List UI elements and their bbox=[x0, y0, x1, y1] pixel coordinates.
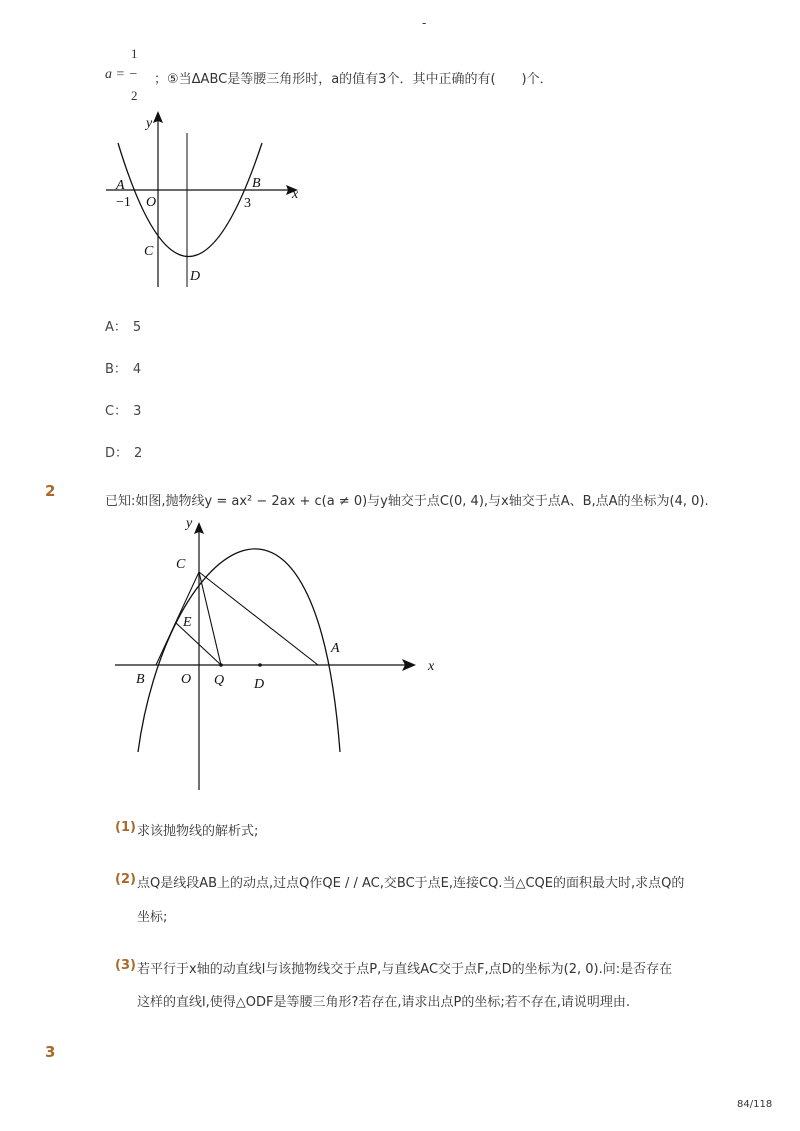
q1-label-neg1: −1 bbox=[116, 195, 131, 210]
q1-label-3: 3 bbox=[244, 196, 251, 211]
option-c-letter: C： bbox=[105, 404, 128, 419]
q2-label-Q: Q bbox=[214, 673, 225, 688]
question-3-number: 3 bbox=[45, 1043, 56, 1061]
q1-parabola-curve bbox=[118, 143, 262, 257]
q1-label-D: D bbox=[190, 269, 201, 284]
option-a-value: 5 bbox=[132, 320, 142, 335]
q1-label-x: x bbox=[292, 187, 299, 202]
q1-label-y: y bbox=[146, 116, 153, 131]
header-mark: - bbox=[422, 16, 427, 30]
q2-label-C: C bbox=[176, 557, 186, 572]
option-b-letter: B： bbox=[105, 362, 127, 377]
option-c-value: 3 bbox=[133, 404, 142, 419]
q2-label-D: D bbox=[254, 677, 265, 692]
q2-label-y: y bbox=[186, 516, 193, 531]
q2-segment-CB bbox=[156, 572, 199, 665]
q1-parabola-figure bbox=[100, 105, 310, 295]
part-3-text-line-1: 若平行于x轴的动直线l与该抛物线交于点P,与直线AC交于点F,点D的坐标为(2, 0).问:是否存在 bbox=[137, 962, 673, 977]
q1-statement-text: ；⑤当ΔABC是等腰三角形时，a的值有3个．其中正确的有( )个． bbox=[154, 72, 553, 87]
part-1-text: 求该抛物线的解析式; bbox=[137, 824, 259, 839]
option-d-value: 2 bbox=[134, 446, 143, 461]
option-c[interactable] bbox=[105, 400, 141, 419]
part-3-text-line-2: 这样的直线l,使得△ODF是等腰三角形?若存在,请求出点P的坐标;若不存在,请说明理由. bbox=[137, 995, 630, 1010]
option-d-letter: D： bbox=[105, 446, 129, 461]
option-a-letter: A： bbox=[105, 320, 127, 335]
q2-label-x: x bbox=[428, 659, 435, 674]
q1-label-O: O bbox=[146, 195, 157, 210]
question-2-stem: 已知:如图,抛物线y = ax² − 2ax + c(a ≠ 0)与y轴交于点C(0, 4),与x轴交于点A、B,点A的坐标为(4, 0). bbox=[105, 494, 709, 509]
option-a[interactable] bbox=[105, 316, 141, 335]
question-2-number: 2 bbox=[45, 482, 56, 500]
part-1-number: (1) bbox=[115, 820, 136, 835]
part-2-text-line-1: 点Q是线段AB上的动点,过点Q作QE / / AC,交BC于点E,连接CQ.当△CQE的面积最大时,求点Q的 bbox=[137, 876, 685, 891]
q2-parabola-figure bbox=[110, 510, 450, 795]
q2-point-D bbox=[258, 663, 262, 667]
q1-label-C: C bbox=[144, 244, 154, 259]
fraction-denominator: 2 bbox=[131, 88, 138, 103]
q2-segment-CA bbox=[199, 572, 318, 665]
option-d[interactable] bbox=[105, 442, 142, 461]
q2-point-Q bbox=[219, 663, 223, 667]
part-2-text-line-2: 坐标; bbox=[137, 910, 168, 925]
q1-a-equals: a = − bbox=[105, 67, 138, 82]
q2-label-O: O bbox=[181, 672, 192, 687]
q1-label-A: A bbox=[116, 178, 125, 193]
fraction-numerator: 1 bbox=[131, 46, 138, 61]
option-b[interactable] bbox=[105, 358, 141, 377]
q2-label-E: E bbox=[183, 615, 192, 630]
q1-label-B: B bbox=[252, 176, 261, 191]
q2-label-A: A bbox=[331, 641, 340, 656]
page-number: 84/118 bbox=[737, 1099, 773, 1110]
option-b-value: 4 bbox=[132, 362, 142, 377]
q2-parabola-curve bbox=[138, 549, 340, 752]
q2-label-B: B bbox=[136, 672, 145, 687]
part-2-number: (2) bbox=[115, 872, 136, 887]
part-3-number: (3) bbox=[115, 958, 136, 973]
